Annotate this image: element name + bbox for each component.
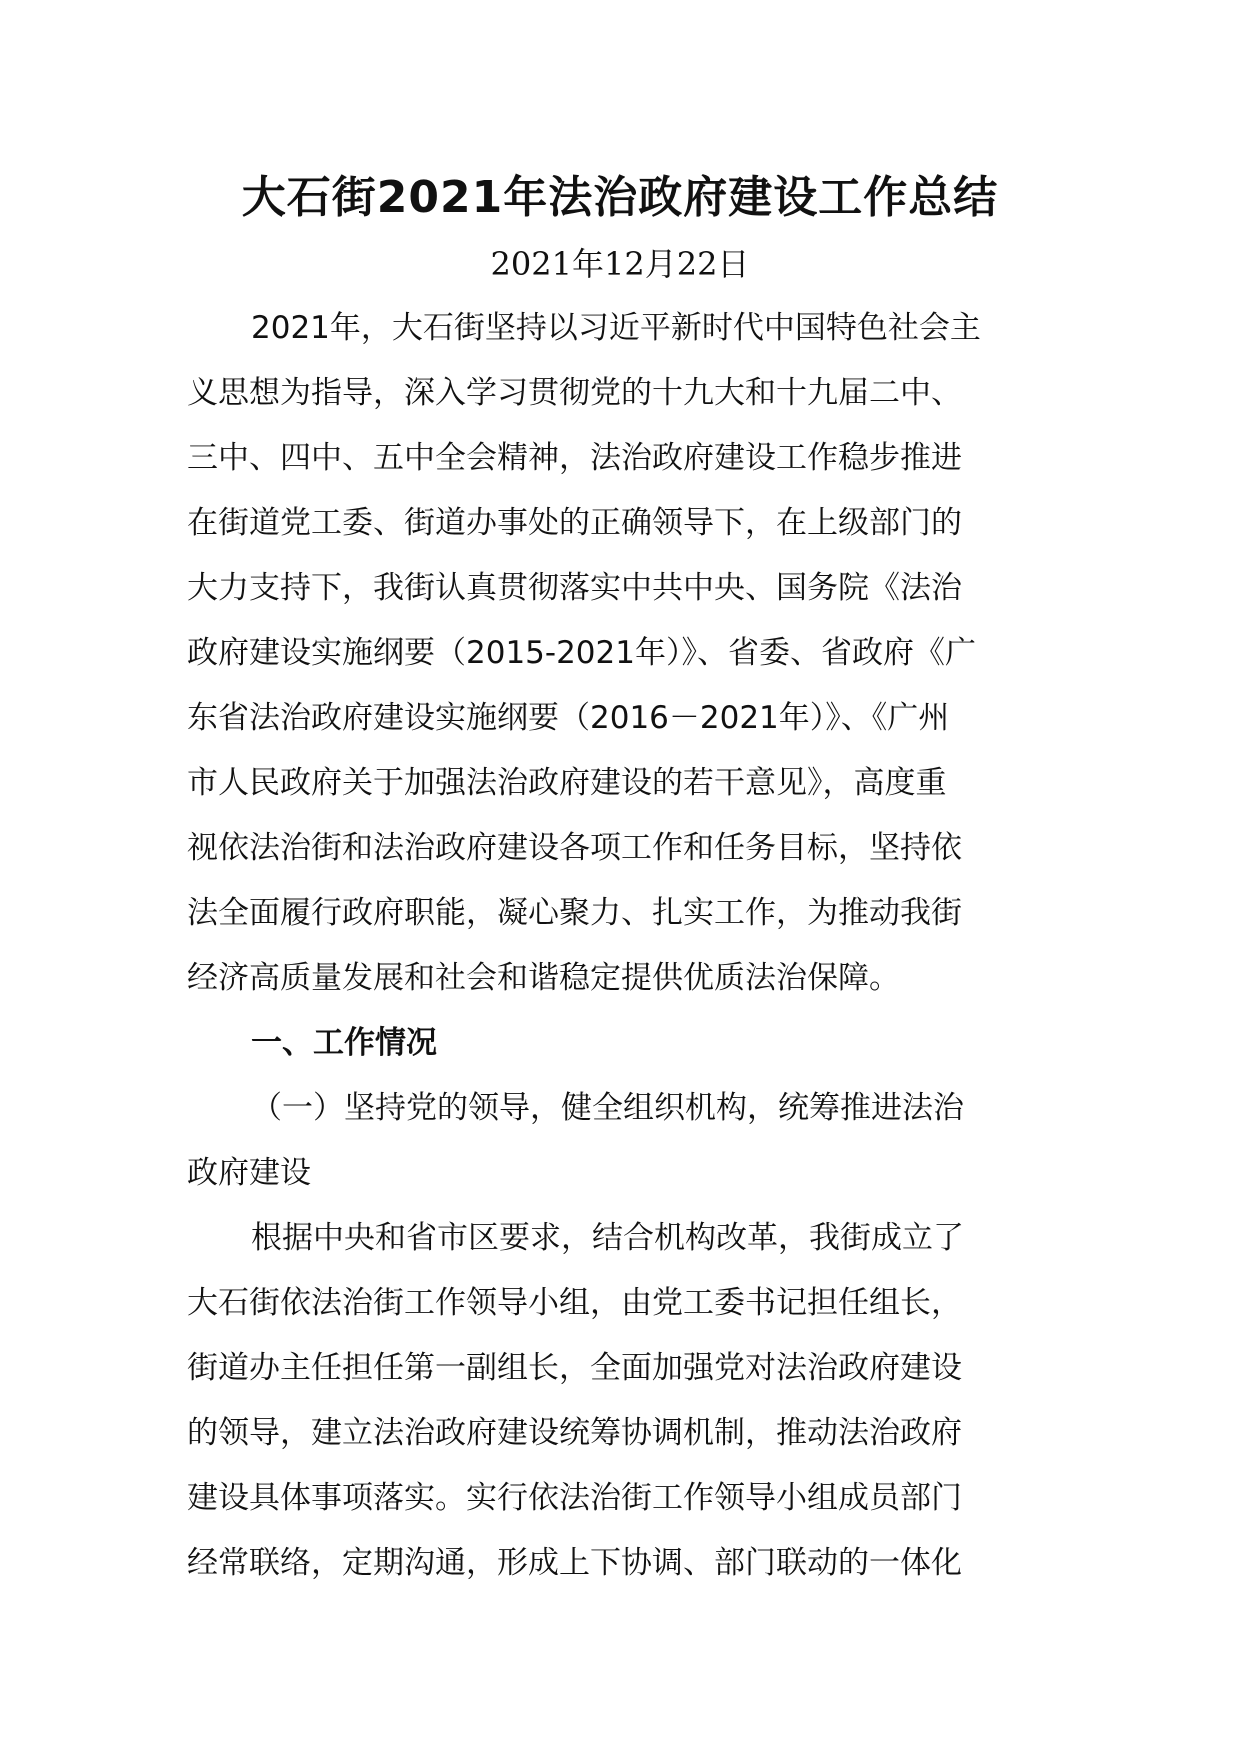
document-body (187, 296, 1053, 1596)
section-heading: 一、工作情况 (251, 1025, 437, 1061)
paragraph-line: 市人民政府关于加强法治政府建设的若干意见》，高度重 (187, 765, 947, 801)
paragraph-line: 的领导，建立法治政府建设统筹协调机制，推动法治政府 (187, 1415, 962, 1451)
paragraph-line: 三中、四中、五中全会精神，法治政府建设工作稳步推进 (187, 440, 962, 476)
document-date: 2021年12月22日 (490, 245, 750, 283)
paragraph-line: 建设具体事项落实。实行依法治街工作领导小组成员部门 (187, 1480, 962, 1516)
paragraph-line: 法全面履行政府职能，凝心聚力、扎实工作，为推动我街 (187, 895, 962, 931)
paragraph-line: 经济高质量发展和社会和谐稳定提供优质法治保障。 (187, 960, 900, 996)
paragraph-line: 街道办主任担任第一副组长，全面加强党对法治政府建设 (187, 1350, 962, 1386)
paragraph-line: 大力支持下，我街认真贯彻落实中共中央、国务院《法治 (187, 570, 962, 606)
paragraph-line: 2021年，大石街坚持以习近平新时代中国特色社会主 (251, 310, 981, 346)
paragraph-line: 根据中央和省市区要求，结合机构改革，我街成立了 (251, 1220, 964, 1256)
subsection-heading-continued: 政府建设 (187, 1155, 311, 1191)
paragraph-line: 在街道党工委、街道办事处的正确领导下，在上级部门的 (187, 505, 962, 541)
paragraph-line: 经常联络，定期沟通，形成上下协调、部门联动的一体化 (187, 1545, 962, 1581)
paragraph-line: 义思想为指导，深入学习贯彻党的十九大和十九届二中、 (187, 375, 962, 411)
paragraph-line: 大石街依法治街工作领导小组，由党工委书记担任组长， (187, 1285, 962, 1321)
document-title: 大石街2021年法治政府建设工作总结 (241, 172, 999, 223)
paragraph-line: 政府建设实施纲要（2015-2021年）》、省委、省政府《广 (187, 635, 976, 671)
subsection-heading: （一）坚持党的领导，健全组织机构，统筹推进法治 (251, 1090, 964, 1126)
paragraph-line: 视依法治街和法治政府建设各项工作和任务目标，坚持依 (187, 830, 962, 866)
paragraph-line: 东省法治政府建设实施纲要（2016－2021年）》、《广州 (187, 700, 950, 736)
